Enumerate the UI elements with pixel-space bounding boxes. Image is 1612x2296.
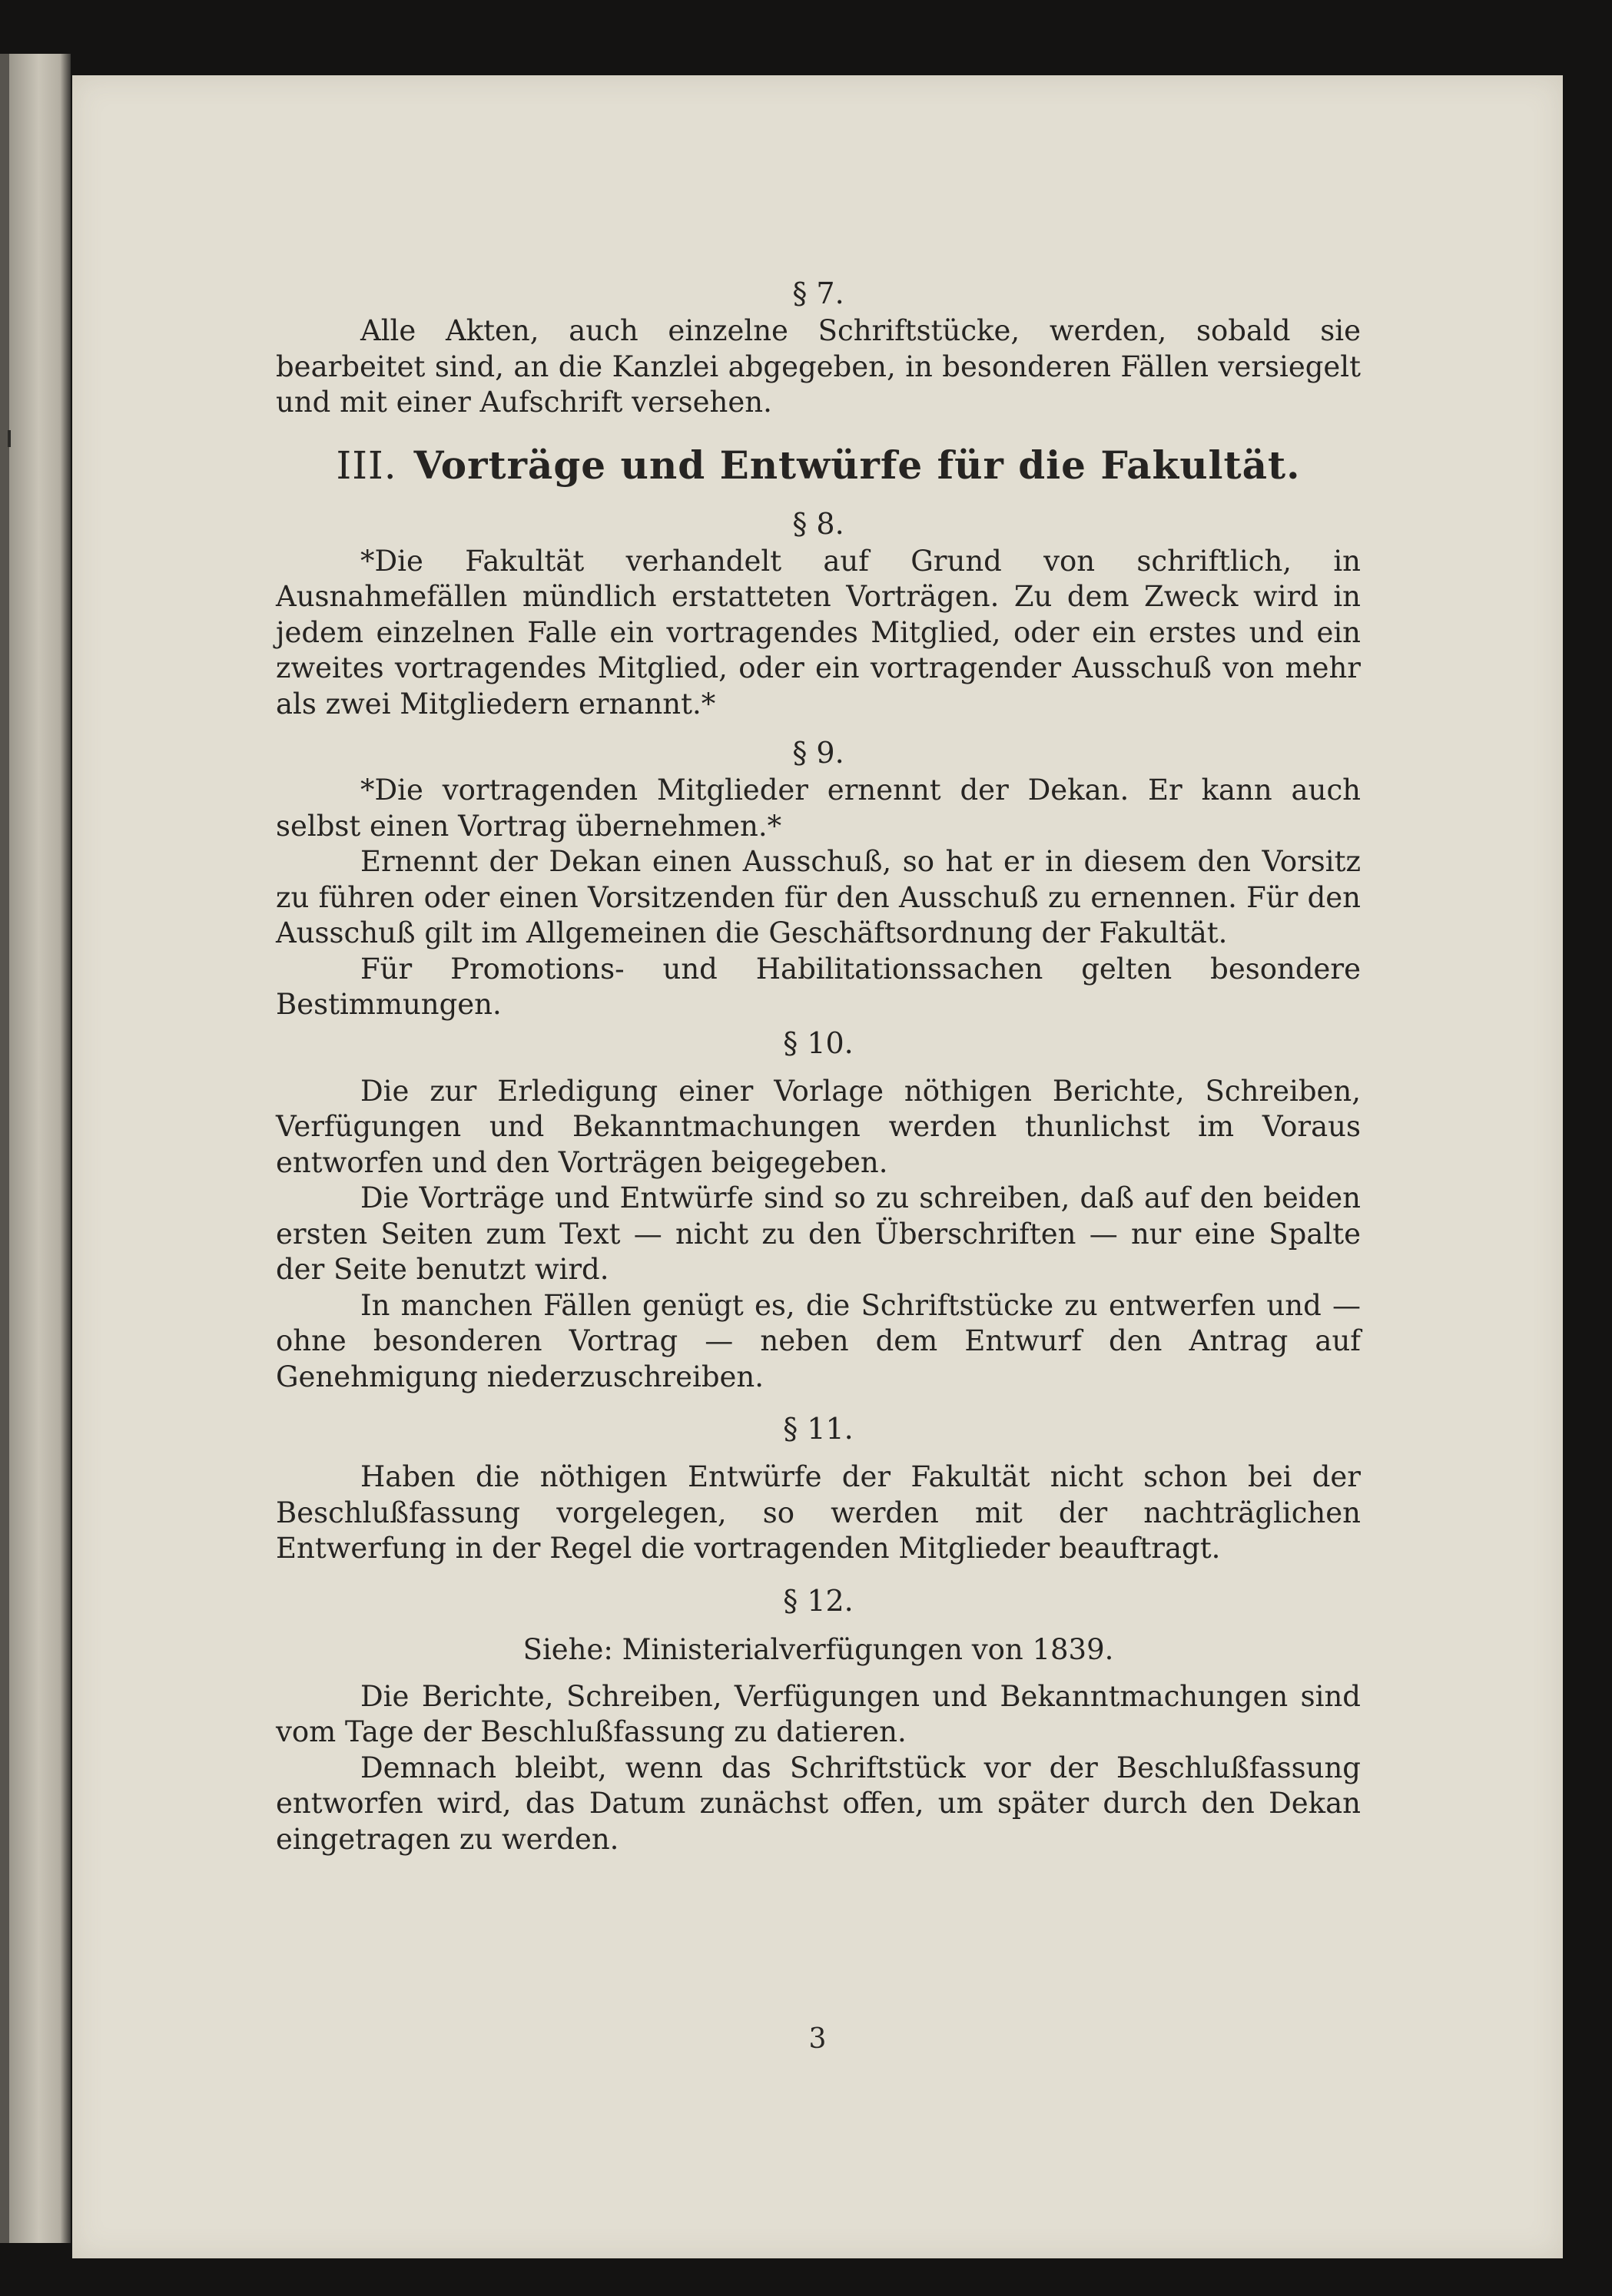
section-9-paragraph-3: Für Promotions- und Habilitationssachen gelten besondere Bestimmungen. [276, 952, 1361, 1021]
facing-page-edge [0, 54, 71, 2243]
binding-shadow [0, 54, 9, 2243]
section-10-paragraph-2: Die Vorträge und Entwürfe sind so zu schreiben, daß auf den beiden ersten Seiten zum Text — nicht zu den Überschriften — nur eine Spalte der Seite benutzt wird. [276, 1181, 1361, 1286]
margin-mark [8, 430, 11, 447]
section-heading-12: § 12. [783, 1583, 854, 1618]
page-content [276, 273, 1361, 1857]
chapter-title: Vorträge und Entwürfe für die Fakultät. [413, 442, 1301, 488]
page-number: 3 [808, 2023, 827, 2055]
section-12-paragraph-2: Demnach bleibt, wenn das Schriftstück vor der Beschlußfassung entworfen wird, das Datum zunächst offen, um später durch den Dekan eingetragen zu werden. [276, 1751, 1361, 1856]
section-heading-8: § 8. [792, 506, 844, 541]
section-heading-9: § 9. [792, 736, 844, 770]
section-heading-10: § 10. [783, 1025, 854, 1060]
chapter-number: III. [336, 442, 397, 488]
section-9-paragraph-1: *Die vortragenden Mitglieder ernennt der Dekan. Er kann auch selbst einen Vortrag übernehmen.* [276, 774, 1361, 843]
section-heading-7: § 7. [792, 277, 844, 310]
section-7-paragraph: Alle Akten, auch einzelne Schriftstücke, werden, sobald sie bearbeitet sind, an die Kanzlei abgegeben, in besonderen Fällen versiegelt und mit einer Aufschrift versehen. [276, 314, 1361, 419]
document-page [72, 75, 1563, 2258]
chapter-heading [276, 442, 1361, 489]
section-9-paragraph-2: Ernennt der Dekan einen Ausschuß, so hat er in diesem den Vorsitz zu führen oder einen Vorsitzenden für den Ausschuß zu ernennen. Für den Ausschuß gilt im Allgemeinen die Geschäftsordnung der Fakultät. [276, 845, 1361, 949]
section-12-reference: Siehe: Ministerialverfügungen von 1839. [522, 1632, 1114, 1666]
section-12-paragraph-1: Die Berichte, Schreiben, Verfügungen und Bekanntmachungen sind vom Tage der Beschlußfassung zu datieren. [276, 1679, 1361, 1748]
section-10-paragraph-1: Die zur Erledigung einer Vorlage nöthigen Berichte, Schreiben, Verfügungen und Bekanntmachungen werden thunlichst im Voraus entworfen und den Vorträgen beigegeben. [276, 1074, 1361, 1179]
section-8-paragraph: *Die Fakultät verhandelt auf Grund von schriftlich, in Ausnahmefällen mündlich erstatteten Vorträgen. Zu dem Zweck wird in jedem einzelnen Falle ein vortragendes Mitglied, oder ein erstes und ein zweites vortragendes Mitglied, oder ein vortragender Ausschuß von mehr als zwei Mitgliedern ernannt.* [276, 544, 1361, 721]
section-11-paragraph: Haben die nöthigen Entwürfe der Fakultät nicht schon bei der Beschlußfassung vorgelegen, so werden mit der nachträglichen Entwerfung in der Regel die vortragenden Mitglieder beauftragt. [276, 1460, 1361, 1565]
section-10-paragraph-3: In manchen Fällen genügt es, die Schriftstücke zu entwerfen und — ohne besonderen Vortrag — neben dem Entwurf den Antrag auf Genehmigung niederzuschreiben. [276, 1288, 1361, 1393]
section-heading-11: § 11. [783, 1412, 854, 1446]
